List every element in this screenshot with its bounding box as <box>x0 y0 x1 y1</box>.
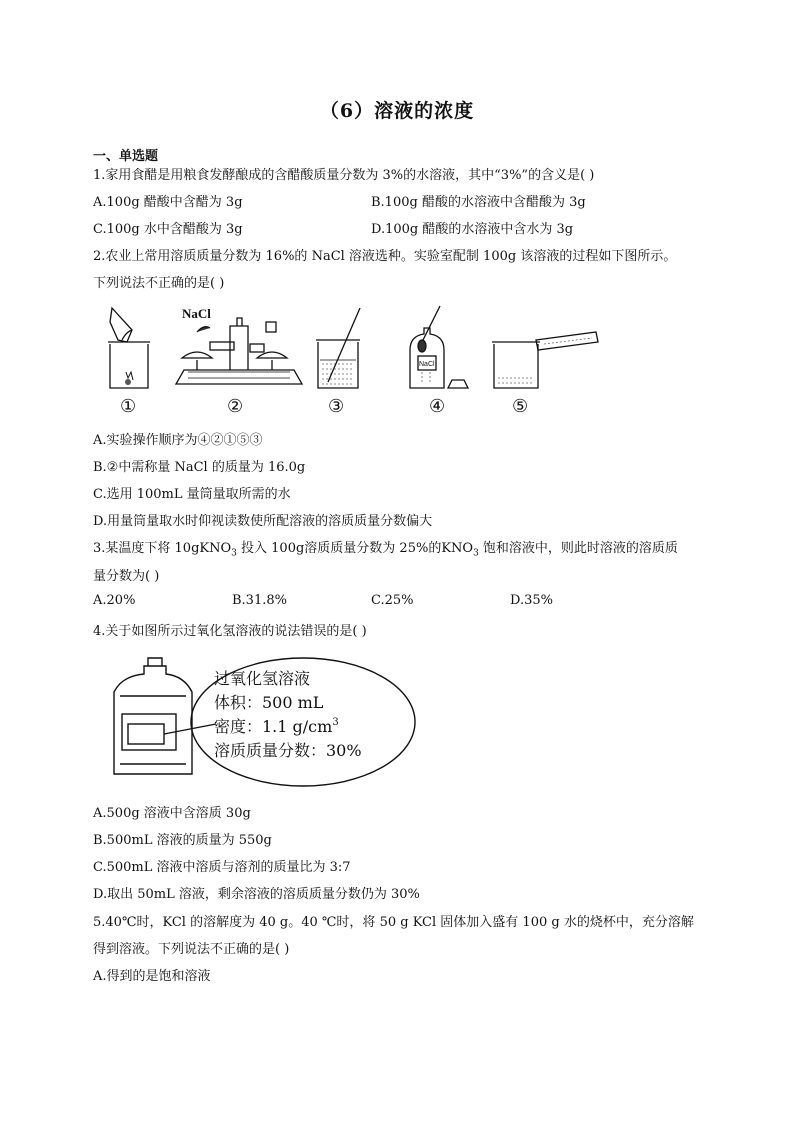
beaker-with-cylinder-icon <box>492 332 598 388</box>
figure-step-1: ① <box>120 396 137 417</box>
figure-step-4: ④ <box>429 396 446 417</box>
question-1-option-c: C.100g 水中含醋酸为 3g <box>93 222 243 237</box>
question-1-option-a: A.100g 醋酸中含醋为 3g <box>93 195 243 210</box>
question-3-option-b: B.31.8% <box>232 593 287 608</box>
bottle-label: NaCl <box>419 361 435 368</box>
nacl-label: NaCl <box>182 306 211 321</box>
question-4-option-a: A.500g 溶液中含溶质 30g <box>93 806 251 821</box>
section-heading: 一、单选题 <box>93 149 159 164</box>
question-1-stem: 1.家用食醋是用粮食发酵酿成的含醋酸质量分数为 3%的水溶液，其中“3%”的含义是( ) <box>93 168 595 183</box>
question-2-stem-line2: 下列说法不正确的是( ) <box>93 276 225 291</box>
beaker-with-rod-icon <box>316 308 360 388</box>
question-5-option-a: A.得到的是饱和溶液 <box>93 969 211 984</box>
question-3-stem-line1: 3.某温度下将 10gKNO$_3$ 投入 100g溶质质量分数为 25%的$KNO_3$ 饱和溶液中，则此时溶液的溶质质 <box>93 541 678 559</box>
figure-step-3: ③ <box>328 396 345 417</box>
label-name: 过氧化氢溶液 <box>214 669 311 688</box>
page-title: （6）溶液的浓度 <box>319 100 475 122</box>
question-3-option-c: C.25% <box>371 593 414 608</box>
question-4-option-c: C.500mL 溶液中溶质与溶剂的质量比为 3:7 <box>93 860 351 875</box>
question-4-option-d: D.取出 50mL 溶液，剩余溶液的溶质质量分数仍为 30% <box>93 887 420 902</box>
question-2-option-b: B.②中需称量 NaCl 的质量为 16.0g <box>93 460 306 475</box>
question-3-stem-line2: 量分数为( ) <box>93 569 160 584</box>
label-mass-fraction: 溶质质量分数：30% <box>214 741 362 760</box>
question-1-option-d: D.100g 醋酸的水溶液中含水为 3g <box>371 222 574 237</box>
question-5-stem-line2: 得到溶液。下列说法不正确的是( ) <box>93 942 290 957</box>
question-1-option-b: B.100g 醋酸的水溶液中含醋酸为 3g <box>371 195 586 210</box>
question-3-option-a: A.20% <box>93 593 136 608</box>
question-5-stem-line1: 5.40℃时，KCl 的溶解度为 40 g。40 ℃时，将 50 g KCl 固体加入盛有 100 g 水的烧杯中，充分溶解 <box>93 915 694 930</box>
question-2-stem-line1: 2.农业上常用溶质质量分数为 16%的 NaCl 溶液选种。实验室配制 100g 该溶液的过程如下图所示。 <box>93 249 677 264</box>
hydrogen-peroxide-label-figure <box>108 652 418 792</box>
figure-step-5: ⑤ <box>512 396 529 417</box>
reagent-bottle-icon <box>410 306 468 388</box>
beaker-with-paper-icon <box>108 308 150 388</box>
figure-step-2: ② <box>227 396 244 417</box>
question-4-option-b: B.500mL 溶液的质量为 550g <box>93 833 272 848</box>
bottle-icon <box>114 658 192 774</box>
balance-scale-icon <box>176 318 302 384</box>
question-2-option-a: A.实验操作顺序为④②①⑤③ <box>93 433 263 448</box>
question-2-option-d: D.用量筒量取水时仰视读数使所配溶液的溶质质量分数偏大 <box>93 514 433 529</box>
label-volume: 体积：500 mL <box>214 693 324 712</box>
callout-line <box>164 724 216 734</box>
question-3-option-d: D.35% <box>510 593 553 608</box>
label-density: 密度：1.1 $g/cm^3$ <box>214 717 339 736</box>
question-2-option-c: C.选用 100mL 量筒量取所需的水 <box>93 487 291 502</box>
question-4-stem: 4.关于如图所示过氧化氢溶液的说法错误的是( ) <box>93 624 367 639</box>
solution-preparation-figure <box>92 302 612 422</box>
